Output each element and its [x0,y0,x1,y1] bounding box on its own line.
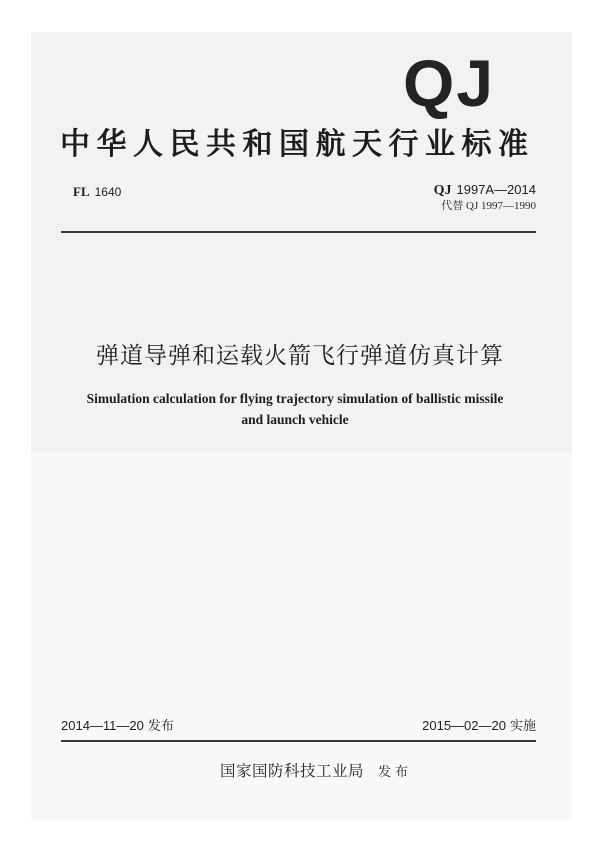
publisher-org: 国家国防科技工业局 [220,762,365,780]
classification-number: 1640 [94,185,122,199]
publisher [220,761,412,783]
issue-date-value: 2014—11—20 [61,718,144,733]
qj-logo: QJ [403,46,496,120]
document-title-cn: 弹道导弹和运载火箭飞行弹道仿真计算 [96,343,504,369]
standard-prefix: QJ [433,183,452,198]
issue-date-label: 发布 [147,719,174,734]
bottom-divider [61,740,536,742]
title-en-line-1: Simulation calculation for flying trajectory simulation of ballistic missile [86,391,504,406]
standard-number [434,182,536,199]
document-title-en [40,388,550,430]
replaces-standard: 代替 QJ 1997—1990 [441,200,536,212]
top-divider [61,231,536,233]
standard-code: 1997A—2014 [456,182,536,197]
effective-date-value: 2015—02—20 [422,718,506,733]
industry-standard-heading: 中华人民共和国航天行业标准 [60,127,535,162]
title-en-line-2: and launch vehicle [241,412,349,427]
classification-code [73,184,121,200]
issue-date [61,717,174,736]
effective-date [422,717,536,736]
publisher-action: 发布 [378,765,413,780]
effective-date-label: 实施 [509,719,536,734]
classification-prefix: FL [73,184,90,199]
